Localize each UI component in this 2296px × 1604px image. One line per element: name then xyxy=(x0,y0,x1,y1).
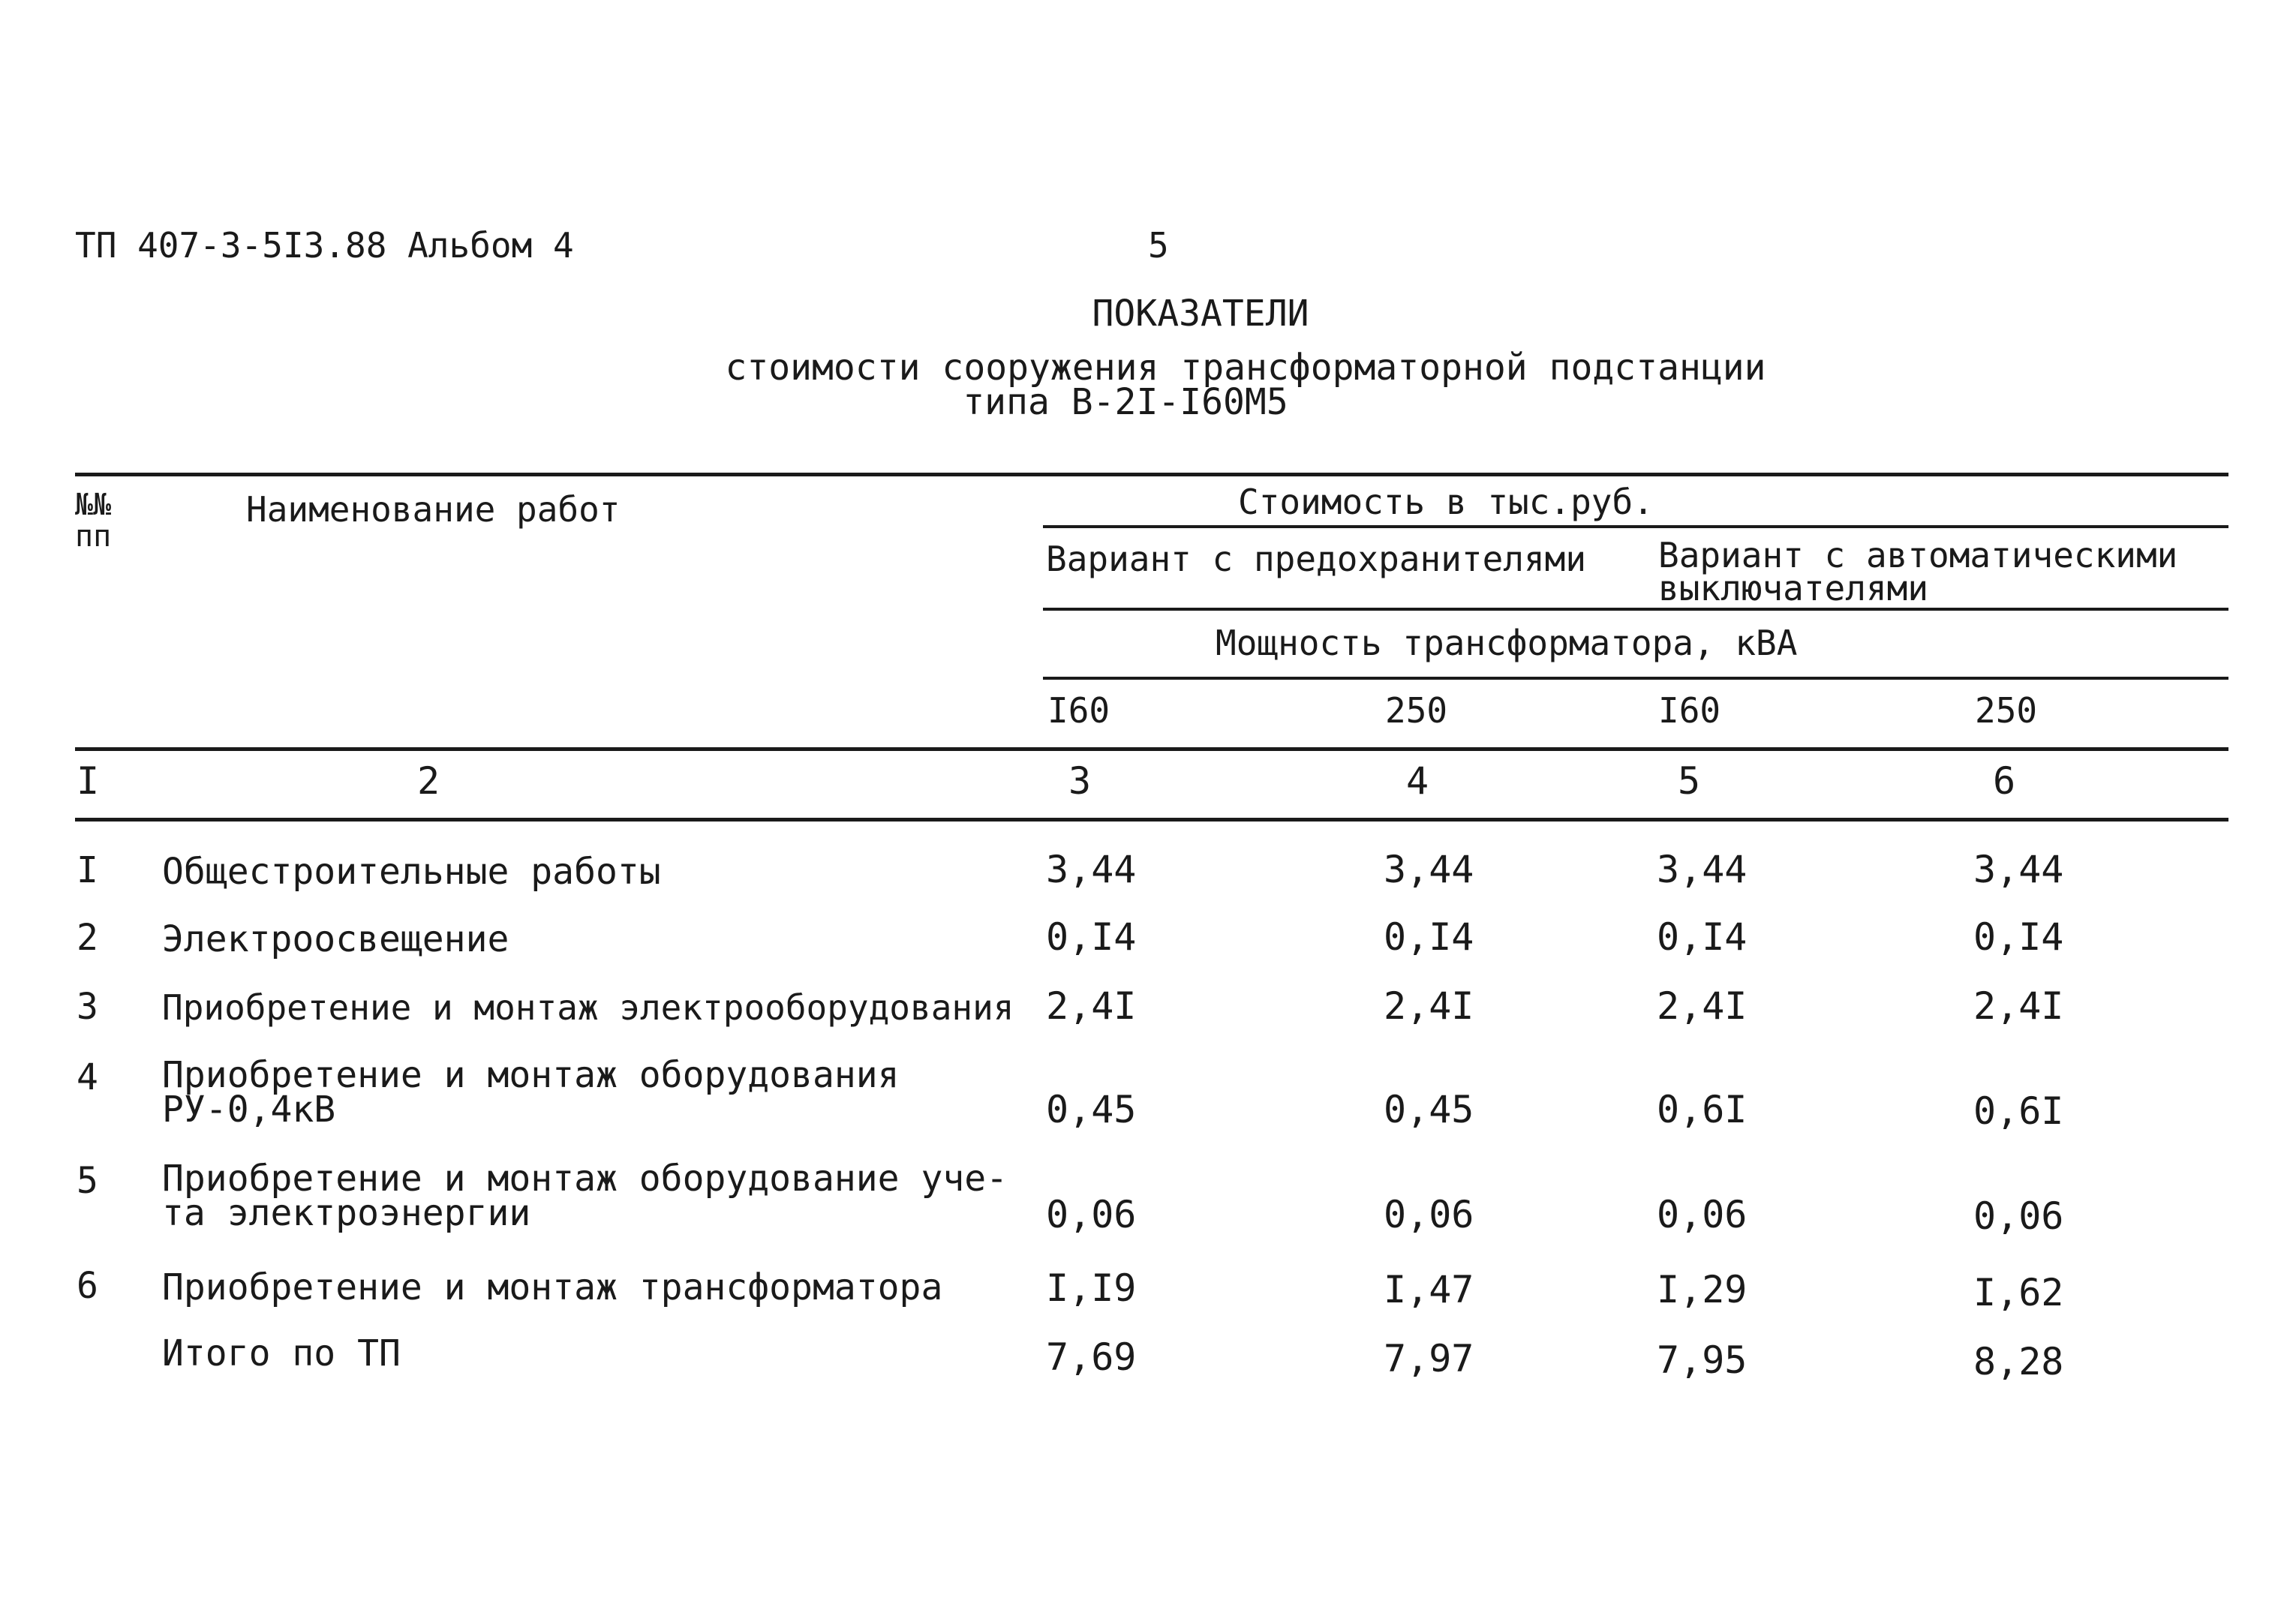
column-number-6: 6 xyxy=(1993,759,2016,803)
row-value-col5: 3,44 xyxy=(1657,848,1748,891)
row-name: Приобретение и монтаж оборудование уче- та электроэнергии xyxy=(162,1158,1008,1234)
power-header-rule xyxy=(1043,677,2228,680)
row-value-col4: 0,45 xyxy=(1384,1088,1474,1131)
row-value-col3: I,I9 xyxy=(1046,1266,1137,1310)
header-bottom-rule xyxy=(75,747,2228,751)
variant-header-rule xyxy=(1043,608,2228,611)
row-number: 2 xyxy=(77,917,98,959)
total-value-col6: 8,28 xyxy=(1973,1340,2064,1383)
row-value-col6: 3,44 xyxy=(1973,848,2064,891)
row-value-col5: 2,4I xyxy=(1657,984,1748,1028)
row-value-col6: I,62 xyxy=(1973,1271,2064,1314)
column-number-4: 4 xyxy=(1406,759,1429,803)
title-type: типа В-2I-I60М5 xyxy=(963,381,1288,423)
total-label: Итого по ТП xyxy=(162,1332,401,1374)
power-value-col5: I60 xyxy=(1658,690,1721,731)
page-number: 5 xyxy=(1148,225,1169,266)
row-number: 4 xyxy=(77,1056,98,1098)
row-value-col3: 0,45 xyxy=(1046,1088,1137,1131)
row-name: Общестроительные работы xyxy=(162,851,661,893)
column-number-header: №№ пп xyxy=(75,488,112,554)
total-value-col5: 7,95 xyxy=(1657,1338,1748,1382)
total-value-col4: 7,97 xyxy=(1384,1337,1474,1380)
cost-header-rule xyxy=(1043,525,2228,528)
row-value-col3: 2,4I xyxy=(1046,984,1137,1028)
row-value-col4: 3,44 xyxy=(1384,848,1474,891)
row-value-col6: 2,4I xyxy=(1973,984,2064,1028)
row-value-col4: 0,06 xyxy=(1384,1193,1474,1236)
row-value-col4: 0,I4 xyxy=(1384,915,1474,959)
document-code: ТП 407-3-5I3.88 Альбом 4 xyxy=(75,225,574,266)
row-name: Приобретение и монтаж оборудования РУ-0,4кВ xyxy=(162,1054,900,1131)
row-value-col4: I,47 xyxy=(1384,1268,1474,1311)
page-title: ПОКАЗАТЕЛИ xyxy=(1092,293,1309,335)
row-number: 3 xyxy=(77,986,98,1028)
total-value-col3: 7,69 xyxy=(1046,1335,1137,1379)
row-value-col5: 0,06 xyxy=(1657,1193,1748,1236)
power-header: Мощность трансформатора, кВА xyxy=(1216,623,1798,663)
row-value-col4: 2,4I xyxy=(1384,984,1474,1028)
cost-header: Стоимость в тыс.руб. xyxy=(1238,482,1654,522)
row-name: Приобретение и монтаж электрооборудования xyxy=(162,987,1014,1028)
column-number-3: 3 xyxy=(1068,759,1092,803)
variant-breaker-header: Вариант с автоматическими выключателями xyxy=(1658,535,2178,608)
row-number: 5 xyxy=(77,1160,98,1202)
row-number: 6 xyxy=(77,1265,98,1307)
row-value-col3: 0,I4 xyxy=(1046,915,1137,959)
row-value-col5: I,29 xyxy=(1657,1268,1748,1311)
table-top-rule xyxy=(75,473,2228,476)
row-value-col5: 0,I4 xyxy=(1657,915,1748,959)
column-name-header: Наименование работ xyxy=(246,489,621,530)
row-name: Приобретение и монтаж трансформатора xyxy=(162,1266,943,1308)
column-number-5: 5 xyxy=(1678,759,1701,803)
row-name: Электроосвещение xyxy=(162,918,509,960)
column-number-2: 2 xyxy=(417,759,440,803)
row-value-col6: 0,06 xyxy=(1973,1194,2064,1238)
power-value-col4: 250 xyxy=(1385,690,1448,731)
row-value-col3: 3,44 xyxy=(1046,848,1137,891)
row-value-col6: 0,I4 xyxy=(1973,915,2064,959)
row-value-col5: 0,6I xyxy=(1657,1088,1748,1131)
column-number-1: I xyxy=(77,759,100,803)
column-numbers-rule xyxy=(75,818,2228,822)
variant-fuse-header: Вариант с предохранителями xyxy=(1046,539,1587,579)
row-number: I xyxy=(77,849,98,891)
power-value-col3: I60 xyxy=(1047,690,1110,731)
power-value-col6: 250 xyxy=(1975,690,2038,731)
row-value-col6: 0,6I xyxy=(1973,1089,2064,1133)
row-value-col3: 0,06 xyxy=(1046,1193,1137,1236)
title-subtitle: стоимости сооружения трансформаторной подстанции xyxy=(725,347,1766,389)
